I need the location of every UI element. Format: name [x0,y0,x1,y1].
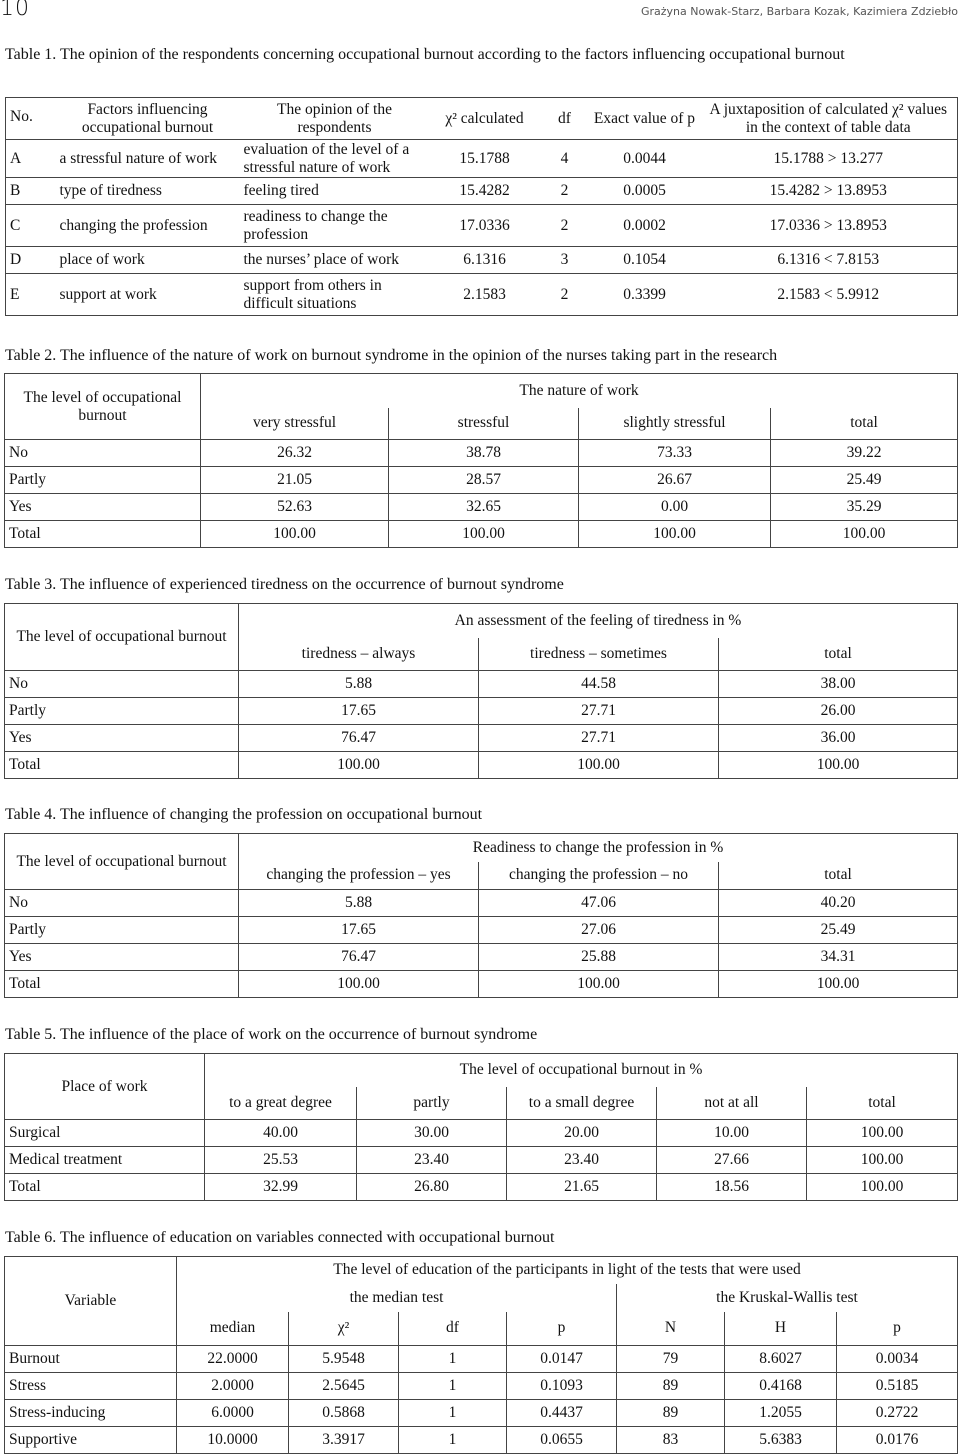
t6-col-header: p [507,1312,617,1346]
table-row [5,890,958,917]
t2-cell: 100.00 [771,521,958,548]
t2-cell: 25.49 [771,467,958,494]
t2-col-header: slightly stressful [579,408,771,440]
t2-cell: Partly [5,467,201,494]
t1-header: A juxtaposition of calculated χ² values in the context of table data [700,98,958,140]
table-row [5,1346,958,1373]
page-number: 10 [0,0,30,21]
t5-cell: 32.99 [205,1174,357,1201]
t5-cell: 30.00 [357,1120,507,1147]
table-row [5,1120,958,1147]
t1-cell: the nurses’ place of work [240,247,430,274]
t3-cell: Partly [5,698,239,725]
t1-cell: 2 [540,205,590,247]
table-2-caption: Table 2. The influence of the nature of work on burnout syndrome in the opinion of the nurses taking part in the research [5,347,778,364]
table-1 [5,97,958,316]
t6-cell: 89 [617,1400,725,1427]
t6-cell: 5.9548 [289,1346,399,1373]
t1-cell: B [6,178,56,205]
table-row [5,698,958,725]
t1-cell: 0.1054 [590,247,700,274]
t5-corner: Place of work [5,1054,205,1120]
t1-cell: 0.0002 [590,205,700,247]
table-row [6,274,958,316]
t5-cell: 25.53 [205,1147,357,1174]
t3-cell: Yes [5,725,239,752]
t1-cell: 6.1316 [430,247,540,274]
t4-cell: 27.06 [479,917,719,944]
table-5-caption: Table 5. The influence of the place of work on the occurrence of burnout syndrome [5,1026,538,1043]
t2-col-header: very stressful [201,408,389,440]
t4-corner: The level of occupational burnout [5,834,239,890]
t1-cell: 2.1583 [430,274,540,316]
t3-cell: 100.00 [479,752,719,779]
t2-cell: 39.22 [771,440,958,467]
t2-cell: 21.05 [201,467,389,494]
table-row [6,178,958,205]
t2-cell: 52.63 [201,494,389,521]
t1-header: Exact value of p [590,98,700,140]
t6-col-header: χ² [289,1312,399,1346]
t6-cell: 8.6027 [725,1346,837,1373]
t5-cell: 26.80 [357,1174,507,1201]
t5-col-header: not at all [657,1087,807,1120]
t1-cell: 0.3399 [590,274,700,316]
t2-cell: 32.65 [389,494,579,521]
t2-cell: 35.29 [771,494,958,521]
t4-cell: 34.31 [719,944,958,971]
t2-col-header: total [771,408,958,440]
t3-cell: 76.47 [239,725,479,752]
t1-cell: 15.4282 > 13.8953 [700,178,958,205]
t6-cell: 0.0034 [837,1346,958,1373]
table-1-caption: Table 1. The opinion of the respondents concerning occupational burnout according to the factors influencing occupational burnout [5,46,845,63]
t6-cell: 0.1093 [507,1373,617,1400]
page-header [0,0,960,22]
table-row [5,440,958,467]
t3-cell: No [5,671,239,698]
t3-col-header: total [719,638,958,671]
t5-cell: 40.00 [205,1120,357,1147]
t1-cell: E [6,274,56,316]
t6-subgroup-median: the median test [177,1284,617,1312]
table-row [5,752,958,779]
t3-cell: 100.00 [719,752,958,779]
t4-cell: 17.65 [239,917,479,944]
t4-cell: 47.06 [479,890,719,917]
table-row [5,971,958,998]
t6-col-header: p [837,1312,958,1346]
t6-cell: 0.5185 [837,1373,958,1400]
t6-cell: 5.6383 [725,1427,837,1454]
table-row [5,671,958,698]
t1-cell: D [6,247,56,274]
t3-cell: 17.65 [239,698,479,725]
table-row [5,1147,958,1174]
t4-cell: 5.88 [239,890,479,917]
t6-cell: 3.3917 [289,1427,399,1454]
t5-cell: Medical treatment [5,1147,205,1174]
table-3-caption: Table 3. The influence of experienced tiredness on the occurrence of burnout syndrome [5,576,564,593]
t2-cell: 73.33 [579,440,771,467]
t6-cell: 0.0655 [507,1427,617,1454]
t6-cell: 22.0000 [177,1346,289,1373]
t1-cell: 15.1788 > 13.277 [700,140,958,178]
t3-col-header: tiredness – always [239,638,479,671]
t4-cell: 100.00 [719,971,958,998]
table-row [5,944,958,971]
t4-cell: 25.88 [479,944,719,971]
t2-cell: Yes [5,494,201,521]
t1-cell: 15.4282 [430,178,540,205]
t1-cell: 3 [540,247,590,274]
t4-col-header: total [719,862,958,890]
t6-cell: Supportive [5,1427,177,1454]
t6-cell: 0.4437 [507,1400,617,1427]
t5-cell: 23.40 [357,1147,507,1174]
t5-cell: 100.00 [807,1174,958,1201]
table-2 [4,373,958,548]
t1-cell: readiness to change the profession [240,205,430,247]
t1-cell: changing the profession [56,205,240,247]
t2-col-header: stressful [389,408,579,440]
t6-cell: 83 [617,1427,725,1454]
t1-cell: a stressful nature of work [56,140,240,178]
t6-col-header: H [725,1312,837,1346]
t6-cell: Stress-inducing [5,1400,177,1427]
table-row [5,1427,958,1454]
t3-cell: 26.00 [719,698,958,725]
t6-cell: 1 [399,1346,507,1373]
t1-cell: 17.0336 > 13.8953 [700,205,958,247]
t3-cell: 27.71 [479,698,719,725]
t3-cell: 100.00 [239,752,479,779]
t5-col-header: to a small degree [507,1087,657,1120]
t6-cell: Burnout [5,1346,177,1373]
t3-corner: The level of occupational burnout [5,604,239,671]
t1-cell: 15.1788 [430,140,540,178]
t2-cell: 100.00 [201,521,389,548]
t4-cell: No [5,890,239,917]
t1-cell: 2.1583 < 5.9912 [700,274,958,316]
t4-cell: Total [5,971,239,998]
t1-cell: feeling tired [240,178,430,205]
running-authors: Grażyna Nowak-Starz, Barbara Kozak, Kazimiera Zdziebło [640,5,958,18]
t2-group-header: The nature of work [201,374,958,408]
table-3 [4,603,958,779]
t1-cell: evaluation of the level of a stressful nature of work [240,140,430,178]
t6-corner: Variable [5,1257,177,1346]
t5-cell: 20.00 [507,1120,657,1147]
t1-header: The opinion of the respondents [240,98,430,140]
t2-cell: 38.78 [389,440,579,467]
t5-col-header: total [807,1087,958,1120]
t6-col-header: median [177,1312,289,1346]
t4-cell: 25.49 [719,917,958,944]
t5-cell: 100.00 [807,1120,958,1147]
table-4 [4,833,958,998]
t4-col-header: changing the profession – yes [239,862,479,890]
table-row [5,521,958,548]
t1-cell: 2 [540,274,590,316]
t6-cell: 2.0000 [177,1373,289,1400]
t3-cell: 38.00 [719,671,958,698]
t6-cell: 0.4168 [725,1373,837,1400]
t3-group-header: An assessment of the feeling of tiredness in % [239,604,958,638]
t6-cell: 89 [617,1373,725,1400]
t1-header: df [540,98,590,140]
t6-subgroup-kruskal: the Kruskal-Wallis test [617,1284,958,1312]
table-row [5,1373,958,1400]
t5-cell: Total [5,1174,205,1201]
t1-cell: C [6,205,56,247]
t2-cell: No [5,440,201,467]
t1-cell: 0.0005 [590,178,700,205]
table-row [5,494,958,521]
t3-cell: 36.00 [719,725,958,752]
t2-cell: 100.00 [389,521,579,548]
table-row [6,140,958,178]
t6-col-header: N [617,1312,725,1346]
t5-cell: 10.00 [657,1120,807,1147]
table-row [6,205,958,247]
t1-header: Factors influencing occupational burnout [56,98,240,140]
table-row [5,917,958,944]
t2-cell: Total [5,521,201,548]
t6-cell: 1.2055 [725,1400,837,1427]
t6-group-header: The level of education of the participants in light of the tests that were used [177,1257,958,1284]
t3-cell: 44.58 [479,671,719,698]
t2-cell: 28.57 [389,467,579,494]
t3-col-header: tiredness – sometimes [479,638,719,671]
t4-cell: 76.47 [239,944,479,971]
t4-group-header: Readiness to change the profession in % [239,834,958,862]
table-5 [4,1053,958,1201]
t4-cell: 100.00 [239,971,479,998]
t2-cell: 26.32 [201,440,389,467]
t1-cell: 4 [540,140,590,178]
t6-cell: 0.0176 [837,1427,958,1454]
t6-cell: 1 [399,1373,507,1400]
t4-cell: Partly [5,917,239,944]
t3-cell: 27.71 [479,725,719,752]
t4-cell: 40.20 [719,890,958,917]
t2-cell: 26.67 [579,467,771,494]
t6-cell: 0.0147 [507,1346,617,1373]
t1-cell: type of tiredness [56,178,240,205]
t4-cell: Yes [5,944,239,971]
t5-cell: 100.00 [807,1147,958,1174]
t1-header: χ² calculated [430,98,540,140]
table-row [6,247,958,274]
table-6-caption: Table 6. The influence of education on variables connected with occupational burnout [5,1229,555,1246]
table-row [5,467,958,494]
t2-cell: 100.00 [579,521,771,548]
table-row [5,725,958,752]
t1-cell: 0.0044 [590,140,700,178]
t1-cell: 17.0336 [430,205,540,247]
t1-cell: support from others in difficult situations [240,274,430,316]
t1-cell: 2 [540,178,590,205]
t5-cell: Surgical [5,1120,205,1147]
t5-col-header: partly [357,1087,507,1120]
t5-cell: 18.56 [657,1174,807,1201]
t1-cell: support at work [56,274,240,316]
t6-cell: Stress [5,1373,177,1400]
t6-col-header: df [399,1312,507,1346]
t4-cell: 100.00 [479,971,719,998]
t6-cell: 0.2722 [837,1400,958,1427]
t6-cell: 1 [399,1400,507,1427]
t4-col-header: changing the profession – no [479,862,719,890]
t2-corner: The level of occupational burnout [5,374,201,440]
t6-cell: 10.0000 [177,1427,289,1454]
t5-col-header: to a great degree [205,1087,357,1120]
table-row [5,1400,958,1427]
t6-cell: 1 [399,1427,507,1454]
t6-cell: 2.5645 [289,1373,399,1400]
table-row [5,1174,958,1201]
t5-cell: 21.65 [507,1174,657,1201]
t5-group-header: The level of occupational burnout in % [205,1054,958,1087]
t1-cell: A [6,140,56,178]
t6-cell: 6.0000 [177,1400,289,1427]
table-6 [4,1256,958,1454]
t3-cell: Total [5,752,239,779]
t3-cell: 5.88 [239,671,479,698]
t6-cell: 0.5868 [289,1400,399,1427]
t5-cell: 23.40 [507,1147,657,1174]
t1-header: No. [6,98,56,140]
t2-cell: 0.00 [579,494,771,521]
table-4-caption: Table 4. The influence of changing the profession on occupational burnout [5,806,483,823]
t1-cell: place of work [56,247,240,274]
t1-cell: 6.1316 < 7.8153 [700,247,958,274]
t6-cell: 79 [617,1346,725,1373]
t5-cell: 27.66 [657,1147,807,1174]
